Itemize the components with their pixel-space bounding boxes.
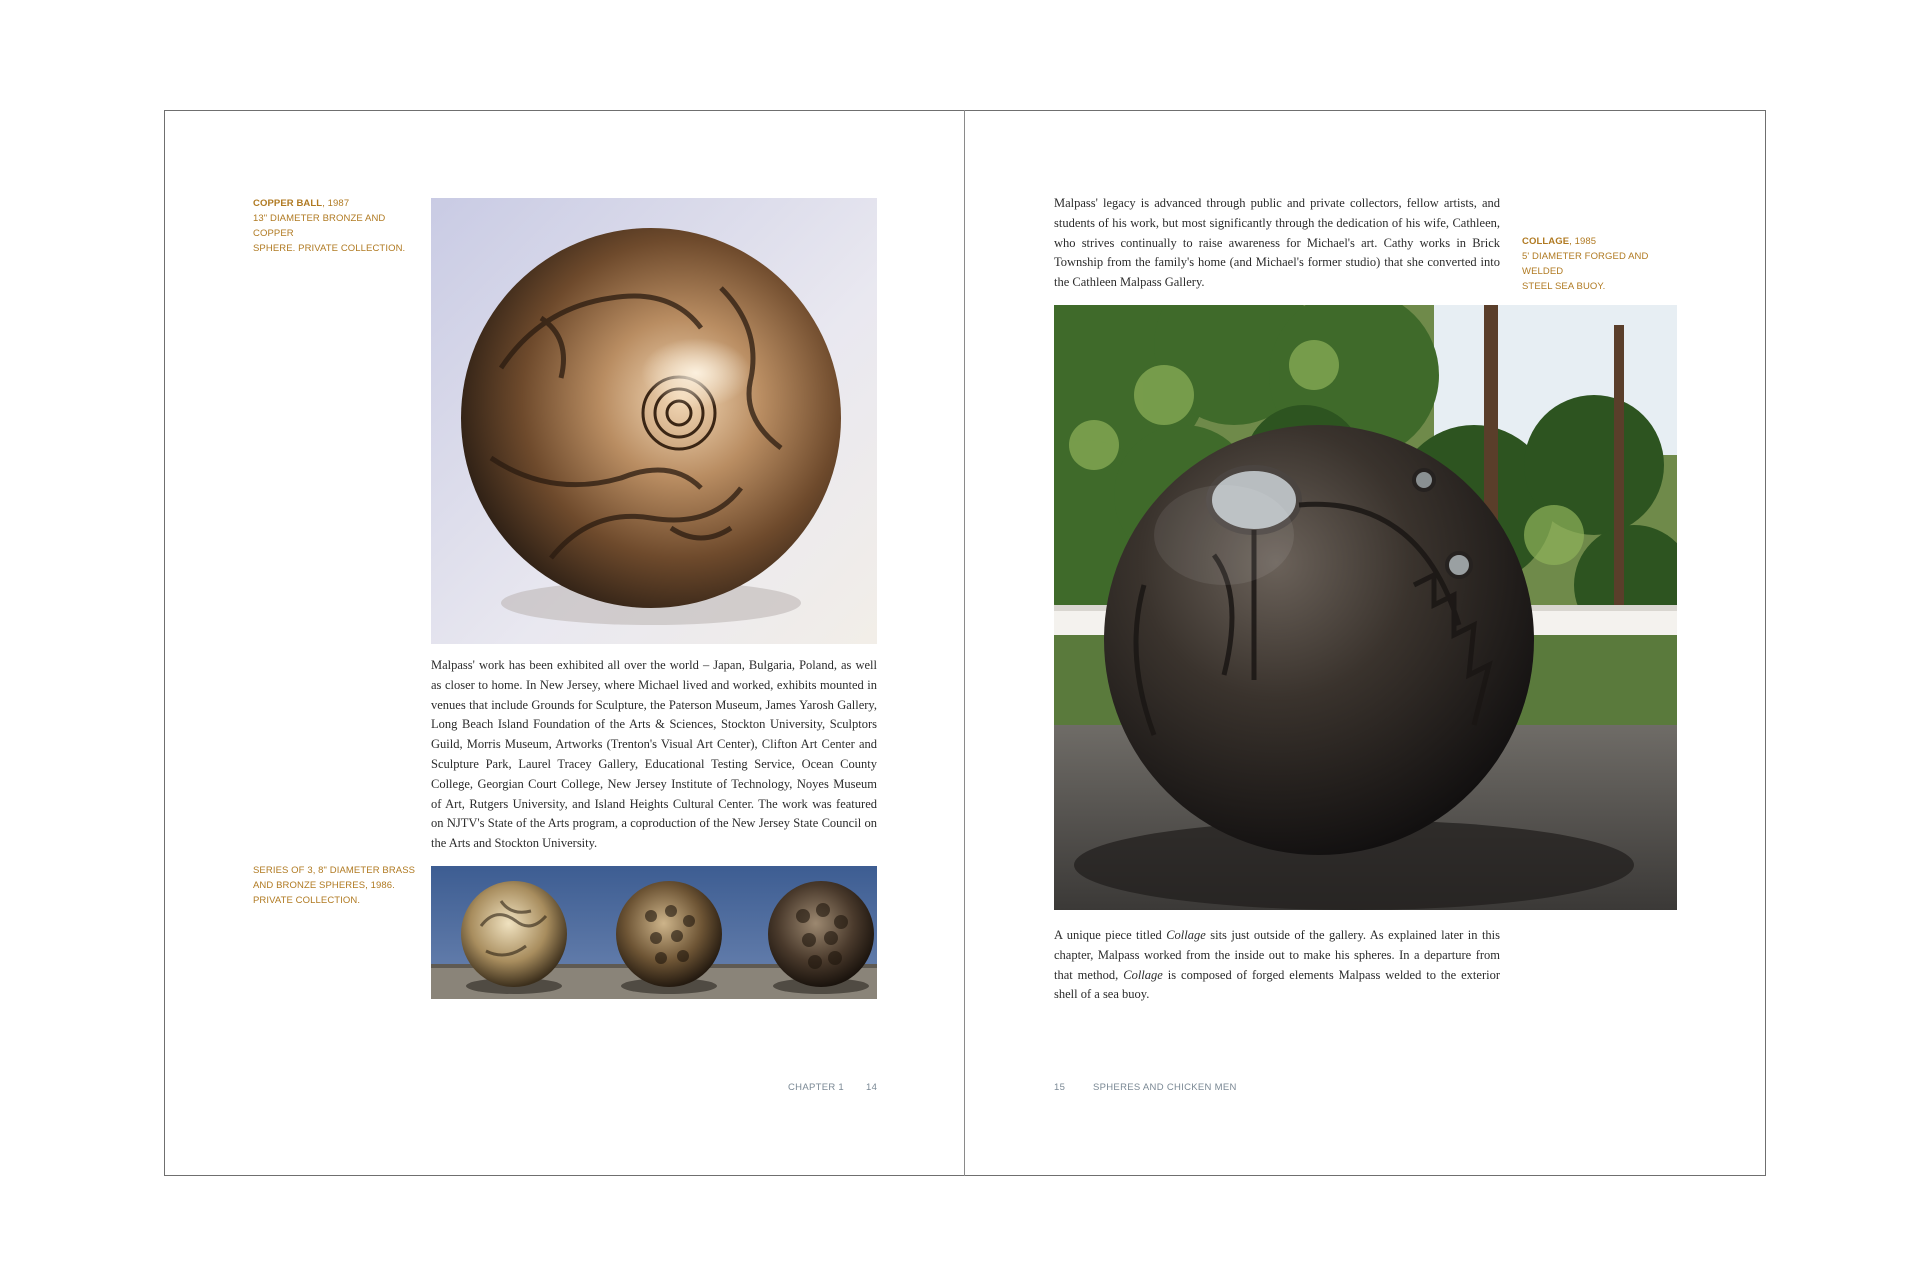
caption-year: , 1985 xyxy=(1569,236,1597,247)
left-footer-chapter: CHAPTER 1 xyxy=(788,1082,845,1093)
caption-line: AND BRONZE SPHERES, 1986. xyxy=(253,880,395,891)
caption-line: SPHERE. PRIVATE COLLECTION. xyxy=(253,243,406,254)
text-segment: is composed of forged elements Malpass welded to the exterior shell of a sea buoy. xyxy=(1054,967,1500,1002)
right-body-top: Malpass' legacy is advanced through public and private collectors, fellow artists, and students of his work, but most significantly through the dedication of his wife, Cathleen, who strives continually to raise awareness for Michael's art. Cathy works in Brick Township from the family's home (and Michael's former studio) that she converted into the Cathleen Malpass Gallery. xyxy=(1054,196,1500,290)
caption-line: 5' DIAMETER FORGED AND WELDED xyxy=(1522,251,1649,277)
caption-year: , 1987 xyxy=(322,198,350,209)
artwork-title: Collage xyxy=(1166,928,1206,942)
right-footer-title: SPHERES AND CHICKEN MEN xyxy=(1093,1082,1237,1093)
text-segment: A unique piece titled xyxy=(1054,928,1167,942)
left-body-text: Malpass' work has been exhibited all over the world – Japan, Bulgaria, Poland, as well as closer to home. In New Jersey, where Michael lived and worked, exhibits mounted in venues that include Grounds for Sculpture, the Paterson Museum, James Yarosh Gallery, Long Beach Island Foundation of the Arts & Sciences, Stockton University, Sculptors Guild, Morris Museum, Artworks (Trenton's Visual Art Center), Clifton Art Center and Sculpture Park, Laurel Tracey Gallery, Educational Testing Service, Ocean County College, Georgian Court College, New Jersey Institute of Technology, Noyes Museum of Art, Rutgers University, and Island Heights Cultural Center. The work was featured on NJTV's State of the Arts program, a coproduction of the New Jersey State Council on the Arts and Stockton University. xyxy=(431,658,877,851)
three-spheres-photo xyxy=(431,866,877,999)
copper-ball-photo xyxy=(431,198,877,644)
artwork-title: Collage xyxy=(1123,967,1163,982)
page-gutter xyxy=(964,110,965,1176)
caption-line: STEEL SEA BUOY. xyxy=(1522,281,1606,292)
text-segment: sits just outside of the gallery. As explained later in this chapter, Malpass worked from the inside out to make his spheres. In a departure from that method, xyxy=(1054,928,1501,982)
caption-line: SERIES OF 3, 8" DIAMETER BRASS xyxy=(253,865,416,876)
caption-copper-ball xyxy=(253,196,423,256)
collage-sphere-photo xyxy=(1054,305,1677,910)
right-body-bottom xyxy=(1054,926,1500,1005)
caption-collage xyxy=(1522,234,1692,294)
caption-title: COLLAGE xyxy=(1522,236,1570,247)
caption-line: 13" DIAMETER BRONZE AND COPPER xyxy=(253,213,386,239)
left-page-number: 14 xyxy=(866,1082,878,1093)
caption-title: COPPER BALL xyxy=(253,198,323,209)
caption-line: PRIVATE COLLECTION. xyxy=(253,895,361,906)
right-page-number: 15 xyxy=(1054,1082,1066,1093)
caption-spheres-series xyxy=(253,863,423,908)
